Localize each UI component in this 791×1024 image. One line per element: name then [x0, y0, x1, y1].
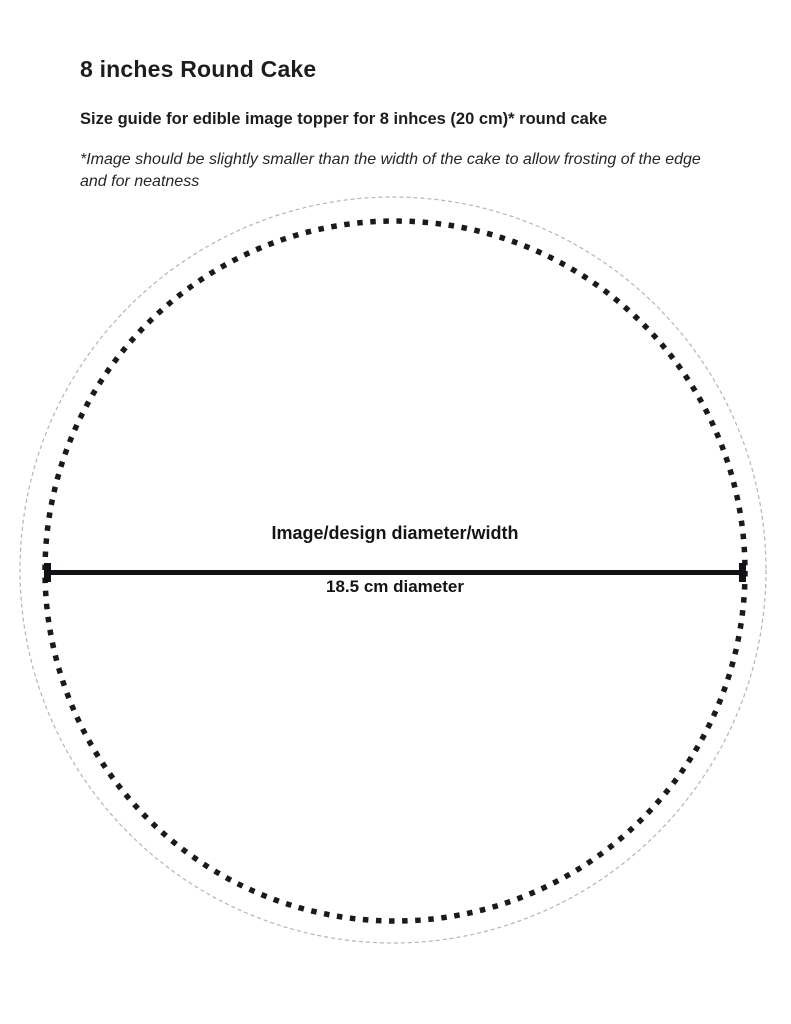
diameter-label: Image/design diameter/width [271, 523, 519, 543]
page-title: 8 inches Round Cake [80, 56, 317, 82]
footnote: *Image should be slightly smaller than the width of the cake to allow frosting of the edge and for neatness [80, 151, 701, 191]
diameter-measurement: 18.5 cm diameter [326, 577, 464, 596]
page-subtitle: Size guide for edible image topper for 8 inhces (20 cm)* round cake [80, 110, 608, 128]
